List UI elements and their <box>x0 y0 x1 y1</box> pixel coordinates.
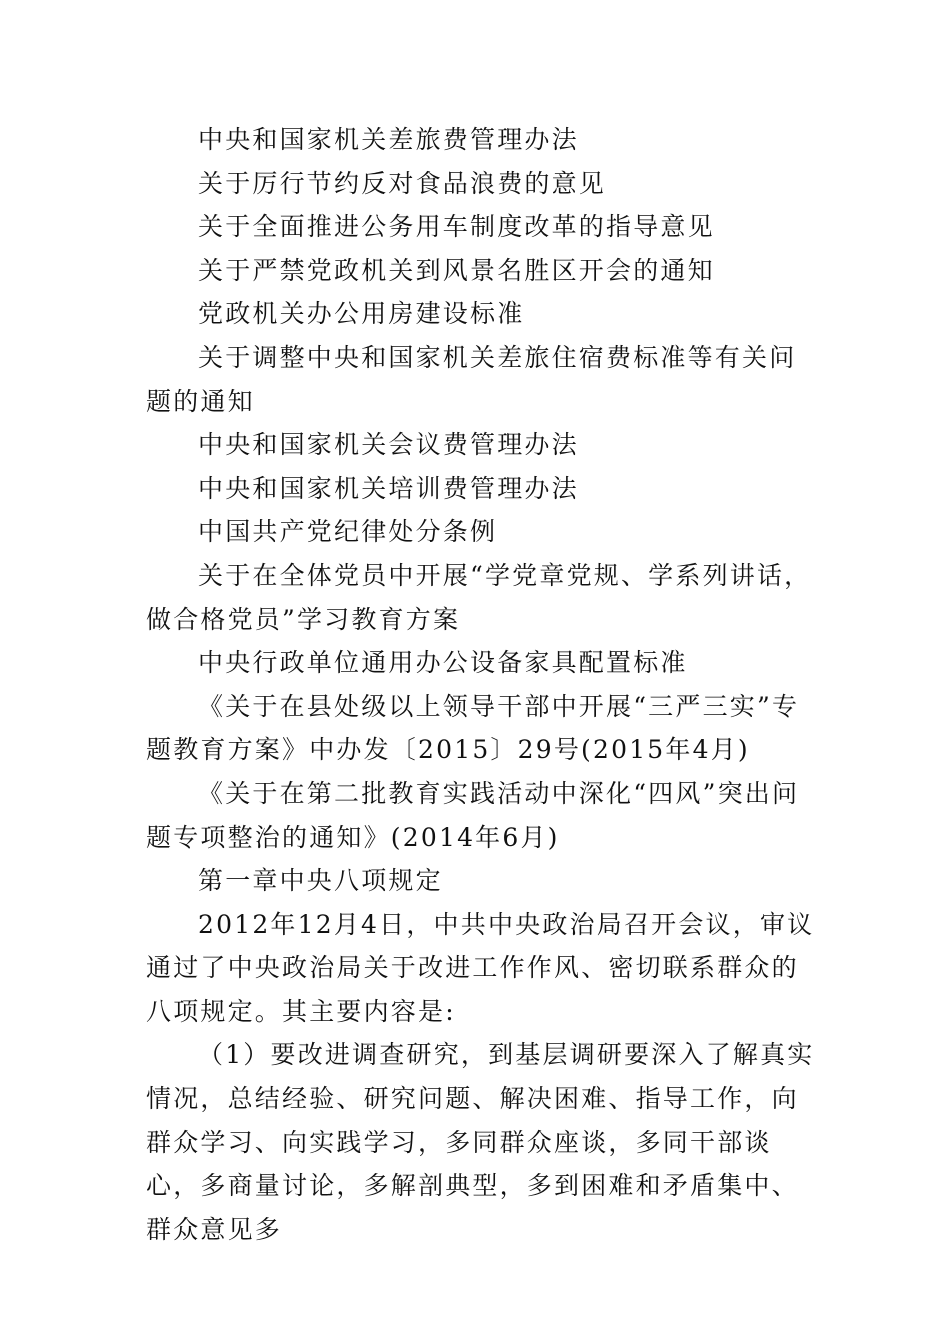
paragraph-discipline-regulations: 中国共产党纪律处分条例 <box>198 517 498 547</box>
paragraph-office-building-standard: 党政机关办公用房建设标准 <box>198 299 525 329</box>
paragraph-travel-expense-rules: 中央和国家机关差旅费管理办法 <box>198 125 579 154</box>
paragraph-meeting-fee-rules: 中央和国家机关会议费管理办法 <box>198 430 579 460</box>
chapter-heading: 第一章中央八项规定 <box>198 866 443 896</box>
paragraph-official-vehicle-reform: 关于全面推进公务用车制度改革的指导意见 <box>198 212 715 242</box>
paragraph-accommodation-fee-notice: 关于调整中央和国家机关差旅住宿费标准等有关问题的通知 <box>146 342 797 416</box>
paragraph-rule-1-research: （1）要改进调查研究，到基层调研要深入了解真实情况，总结经验、研究问题、解决困难、指导工作，向群众学习、向实践学习，多同群众座谈，多同干部谈心，多商量讨论，多解剖典型，多到困难和矛盾集中、群众意见多 <box>146 1040 815 1244</box>
paragraph-three-stricts-plan: 《关于在县处级以上领导干部中开展“三严三实”专题教育方案》中办发〔2015〕29号(2015年4月) <box>146 691 800 765</box>
paragraph-food-waste-opinion: 关于厉行节约反对食品浪费的意见 <box>198 168 607 198</box>
paragraph-scenic-meeting-ban: 关于严禁党政机关到风景名胜区开会的通知 <box>198 255 715 285</box>
paragraph-office-furniture-standard: 中央行政单位通用办公设备家具配置标准 <box>198 648 688 678</box>
paragraph-training-fee-rules: 中央和国家机关培训费管理办法 <box>198 473 579 503</box>
document-body <box>146 118 816 1251</box>
paragraph-politburo-meeting: 2012年12月4日，中共中央政治局召开会议，审议通过了中央政治局关于改进工作作风、密切联系群众的八项规定。其主要内容是: <box>146 909 815 1026</box>
paragraph-four-winds-notice: 《关于在第二批教育实践活动中深化“四风”突出问题专项整治的通知》(2014年6月) <box>146 778 800 852</box>
paragraph-party-education-plan: 关于在全体党员中开展“学党章党规、学系列讲话，做合格党员”学习教育方案 <box>146 560 812 634</box>
